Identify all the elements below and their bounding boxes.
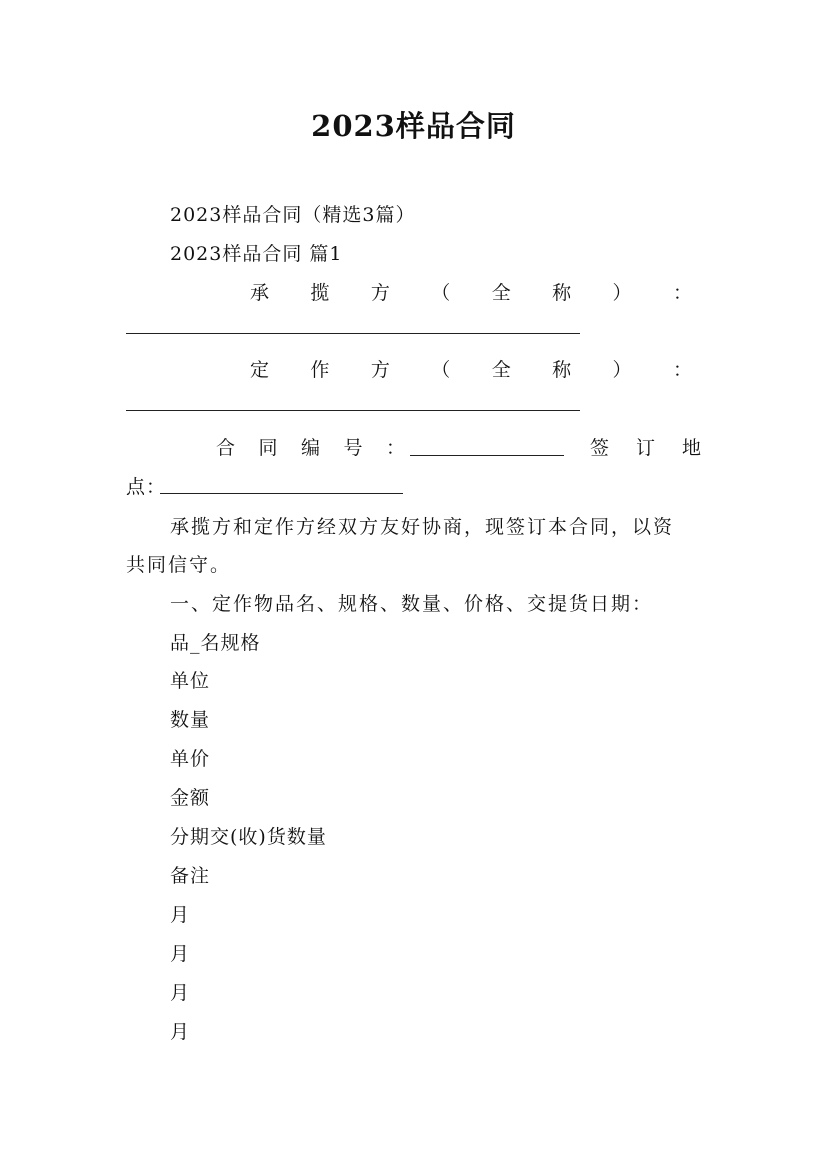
- contractor-label-char: 称: [552, 282, 572, 304]
- orderer-label-char: ）: [612, 359, 632, 381]
- orderer-label-char: 定: [250, 359, 270, 381]
- list-item: 金额: [170, 787, 211, 809]
- list-item: 分期交(收)货数量: [170, 826, 327, 848]
- clause-1-heading: 一、定作物品名、规格、数量、价格、交提货日期：: [170, 593, 654, 615]
- list-item: 数量: [170, 709, 211, 731]
- list-item: 月: [170, 1021, 191, 1043]
- contractor-label-char: ：: [672, 282, 692, 304]
- list-item: 品_名规格: [170, 632, 261, 654]
- contractor-label-char: 全: [491, 282, 511, 304]
- contract-no-char: 号: [343, 437, 364, 459]
- contractor-blank-line: [126, 333, 580, 334]
- list-item: 月: [170, 982, 191, 1004]
- document-title: 2023样品合同: [311, 109, 516, 143]
- sign-place-blank: [160, 493, 403, 494]
- orderer-label-char: 称: [552, 359, 572, 381]
- contractor-label-char: 承: [250, 282, 270, 304]
- contract-number-label: [216, 433, 406, 460]
- orderer-label-char: 方: [370, 359, 390, 381]
- list-item: 月: [170, 904, 191, 926]
- orderer-label-char: （: [431, 359, 451, 381]
- contractor-label-char: 揽: [310, 282, 330, 304]
- intro-paragraph-line2: 共同信守。: [126, 554, 232, 576]
- orderer-label-char: 作: [310, 359, 330, 381]
- orderer-label-char: 全: [491, 359, 511, 381]
- contract-number-blank: [410, 455, 564, 456]
- contract-no-char: ：: [385, 437, 406, 459]
- orderer-label: [250, 355, 692, 382]
- contract-no-char: 同: [258, 437, 279, 459]
- sign-place-char: 地: [681, 437, 702, 459]
- sign-place-char: 签: [590, 437, 611, 459]
- contract-no-char: 合: [216, 437, 237, 459]
- list-item: 月: [170, 943, 191, 965]
- contract-no-char: 编: [300, 437, 321, 459]
- subtitle: 2023样品合同（精选3篇）: [170, 204, 416, 226]
- orderer-label-char: ：: [672, 359, 692, 381]
- sign-place-char: 订: [635, 437, 656, 459]
- list-item: 单价: [170, 748, 211, 770]
- contractor-label-char: 方: [370, 282, 390, 304]
- sign-place-label-cont: 点：: [126, 476, 167, 498]
- contractor-label: [250, 278, 692, 305]
- orderer-blank-line: [126, 410, 580, 411]
- section-heading: 2023样品合同 篇1: [170, 243, 343, 265]
- contractor-label-char: ）: [612, 282, 632, 304]
- list-item: 备注: [170, 865, 211, 887]
- intro-paragraph-line1: 承揽方和定作方经双方友好协商，现签订本合同，以资: [170, 516, 675, 538]
- list-item: 单位: [170, 670, 211, 692]
- contractor-label-char: （: [431, 282, 451, 304]
- sign-place-label: [590, 433, 702, 460]
